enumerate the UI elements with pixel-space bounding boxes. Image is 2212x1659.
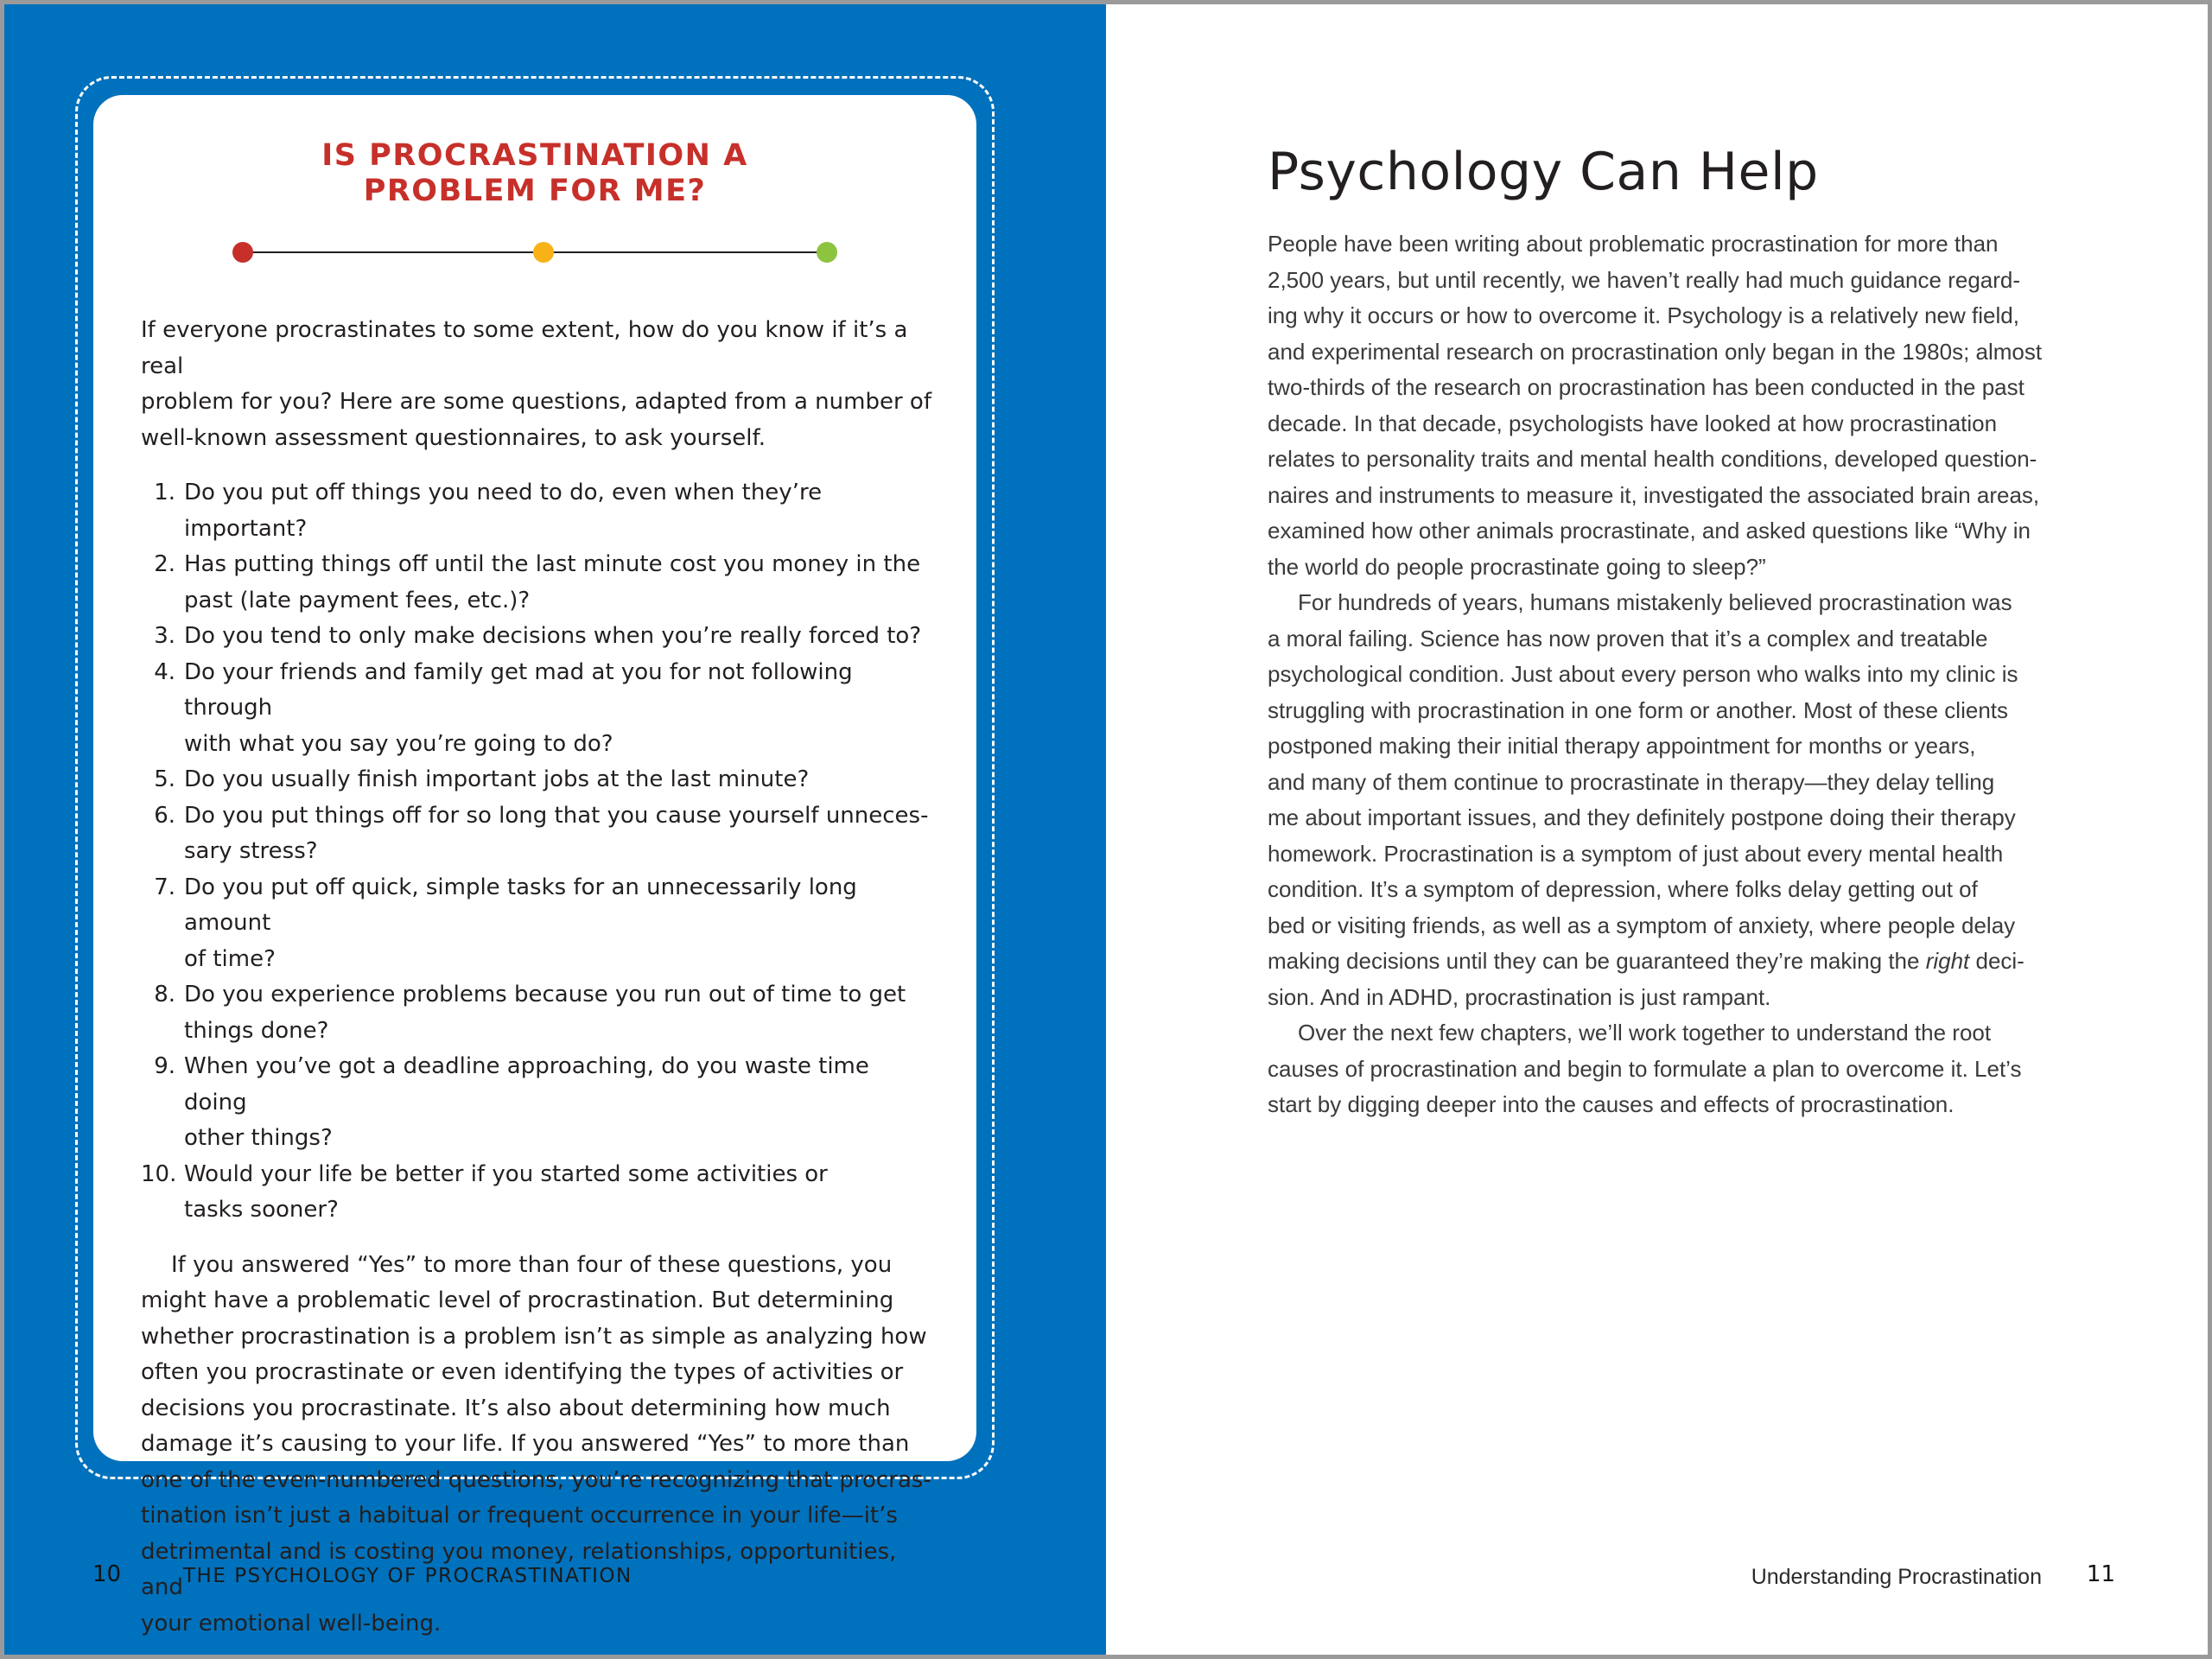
question-item: [141, 475, 936, 547]
red-dot-icon: [232, 242, 253, 263]
question-number: 1.: [154, 480, 175, 505]
paragraph-2-part-2: deci- sion. And in ADHD, procrastination is just rampant.: [1268, 948, 2024, 1010]
question-item: [141, 1049, 936, 1157]
question-text: Do your friends and family get mad at you for not following through with what you say you’re going to do?: [184, 658, 853, 757]
question-item: [141, 977, 936, 1049]
question-text: Has putting things off until the last minute cost you money in the past (late payment fees, etc.)?: [184, 551, 921, 613]
question-text: Do you put off quick, simple tasks for an unnecessarily long amount of time?: [184, 874, 857, 972]
box-body: [141, 313, 936, 1642]
question-text: Do you put things off for so long that you cause yourself unneces- sary stress?: [184, 802, 929, 864]
paragraph-2: [1268, 585, 2097, 1015]
left-page: [4, 4, 1106, 1655]
question-number: 8.: [154, 982, 175, 1007]
paragraph-3: Over the next few chapters, we’ll work together to understand the root causes of procrastination and begin to formulate a plan to overcome it. Let’s start by digging deeper into the causes and effects of procrastination.: [1268, 1020, 2022, 1117]
question-number: 6.: [154, 802, 175, 829]
page-number-right: 11: [2086, 1561, 2115, 1587]
right-page: [1106, 4, 2208, 1655]
paragraph-2-part-1: For hundreds of years, humans mistakenly believed procrastination was a moral failing. Science has now proven that it’s a complex and treatable psychological condition. Just about every person who walks into my clinic is struggling with procrastination in one form or another. Most of these clients postponed making their initial therapy appointment for months or years, and many of them continue to procrastinate in therapy—they delay telling me about important issues, and they definitely postpone doing their therapy homework. Procrastination is a symptom of just about every mental health condition. It’s a symptom of depression, where folks delay getting out of bed or visiting friends, as well as a symptom of anxiety, where people delay making decisions until they can be guaranteed they’re making the: [1268, 589, 2018, 974]
box-intro: If everyone procrastinates to some extent, how do you know if it’s a real problem for you? Here are some questions, adapted from a number of well-known assessment questionnaires, to ask yourself.: [141, 317, 931, 451]
box-title-line-1: IS PROCRASTINATION A: [321, 138, 748, 173]
question-number: 2.: [154, 551, 175, 577]
three-dot-divider: [230, 239, 840, 265]
question-item: [141, 1157, 936, 1229]
box-outro: If you answered “Yes” to more than four of these questions, you might have a problematic level of procrastination. But determining whether procrastination is a problem isn’t as simple as analyzing how often you procrastinate or even identifying the types of activities or decisions you procrastinate. It’s also about determining how much damage it’s causing to your life. If you answered “Yes” to more than one of the even-numbered questions, you’re recognizing that procras- tination isn’t just a habitual or frequent occurrence in your life—it’s detrimental and is costing you money, relationships, opportunities, and your emotional well-being.: [141, 1251, 931, 1637]
question-text: Do you put off things you need to do, even when they’re important?: [184, 480, 823, 542]
question-item: [141, 547, 936, 619]
box-title: [93, 138, 976, 209]
question-number: 9.: [154, 1053, 175, 1079]
question-list: [141, 475, 936, 1229]
question-number: 4.: [154, 658, 175, 685]
question-item: [141, 798, 936, 870]
book-spread: [4, 4, 2208, 1655]
page-number-left: 10: [92, 1561, 122, 1587]
question-item: [141, 655, 936, 763]
question-text: Do you tend to only make decisions when you’re really forced to?: [184, 623, 922, 649]
box-title-line-2: PROBLEM FOR ME?: [363, 174, 707, 208]
question-item: [141, 619, 936, 655]
question-text: When you’ve got a deadline approaching, do you waste time doing other things?: [184, 1053, 869, 1151]
question-number: 10.: [141, 1160, 177, 1187]
running-head-left: THE PSYCHOLOGY OF PROCRASTINATION: [183, 1565, 632, 1587]
running-head-right: Understanding Procrastination: [1751, 1565, 2042, 1589]
question-number: 7.: [154, 874, 175, 900]
question-item: [141, 870, 936, 978]
yellow-dot-icon: [533, 242, 554, 263]
green-dot-icon: [817, 242, 837, 263]
question-number: 5.: [154, 766, 175, 792]
body-text: [1268, 226, 2097, 1123]
question-text: Do you experience problems because you run out of time to get things done?: [184, 982, 906, 1044]
question-number: 3.: [154, 623, 175, 649]
paragraph-1: People have been writing about problematic procrastination for more than 2,500 years, but until recently, we haven’t really had much guidance regard- ing why it occurs or how to overcome it. Psychology is a relatively new field, and experimental research on procrastination only began in the 1980s; almost two-thirds of the research on procrastination has been conducted in the past decade. In that decade, psychologists have looked at how procrastination relates to personality traits and mental health conditions, developed question- naires and instruments to measure it, investigated the associated brain areas, examined how other animals procrastinate, and asked questions like “Why in the world do people procrastinate going to sleep?”: [1268, 231, 2043, 580]
question-text: Do you usually finish important jobs at the last minute?: [184, 766, 810, 792]
paragraph-2-emphasis: right: [1925, 948, 1970, 974]
section-heading: Psychology Can Help: [1268, 142, 1819, 202]
question-item: [141, 762, 936, 798]
question-text: Would your life be better if you started some activities or tasks sooner?: [184, 1160, 828, 1223]
